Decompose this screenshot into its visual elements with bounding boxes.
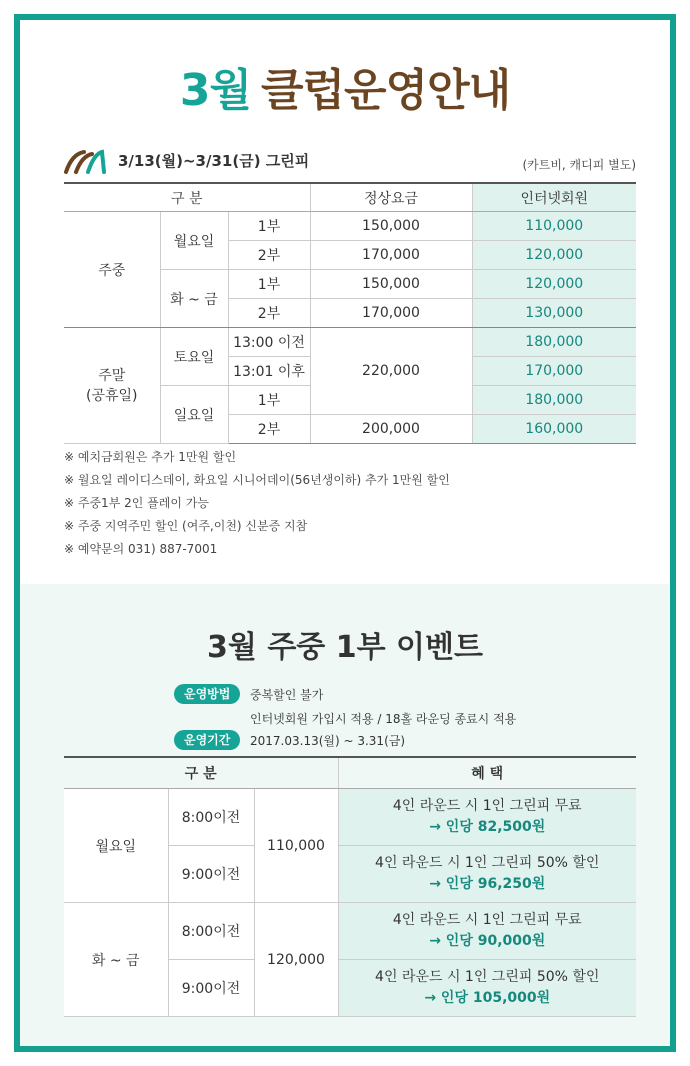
day-cell: 화 ~ 금	[160, 270, 228, 328]
title-month: 3월	[179, 65, 252, 116]
greenfee-note: (카트비, 캐디피 별도)	[522, 158, 636, 172]
member-price: 170,000	[472, 357, 636, 386]
event-title: 3월 주중 1부 이벤트	[207, 630, 483, 665]
member-price: 130,000	[472, 299, 636, 328]
header-normal: 정상요금	[310, 183, 472, 212]
club-logo-icon	[64, 148, 106, 174]
member-price: 180,000	[472, 386, 636, 415]
group-weekday: 주중	[64, 212, 160, 328]
benefit-cell	[338, 960, 636, 1017]
period-badge: 운영기간	[174, 730, 240, 750]
event-section	[20, 584, 670, 1046]
normal-price: 170,000	[310, 241, 472, 270]
price-cell: 110,000	[254, 789, 338, 903]
time-cell: 9:00이전	[168, 846, 254, 903]
note-item: ※ 주중 지역주민 할인 (여주,이천) 신분증 지참	[64, 519, 308, 533]
member-price: 160,000	[472, 415, 636, 444]
time-cell: 9:00이전	[168, 960, 254, 1017]
group-weekend-sub: (공휴일)	[86, 387, 138, 404]
table-header-row	[64, 183, 636, 212]
day-cell: 월요일	[160, 212, 228, 270]
member-price: 180,000	[472, 328, 636, 357]
per-person-price: → 인당 96,250원	[429, 876, 546, 892]
per-person-price: → 인당 82,500원	[429, 819, 546, 835]
note-item: ※ 월요일 레이디스데이, 화요일 시니어데이(56년생이하) 추가 1만원 할인	[64, 473, 450, 487]
table-row	[64, 789, 636, 846]
header-member: 인터넷회원	[472, 183, 636, 212]
member-price: 120,000	[472, 241, 636, 270]
slot-cell: 1부	[228, 212, 310, 241]
price-cell: 120,000	[254, 903, 338, 1017]
benefit-cell	[338, 789, 636, 846]
header-category: 구 분	[64, 183, 310, 212]
time-cell: 8:00이전	[168, 789, 254, 846]
day-cell: 월요일	[64, 789, 168, 903]
day-cell: 토요일	[160, 328, 228, 386]
method-line-2: 인터넷회원 가입시 적용 / 18홀 라운딩 종료시 적용	[250, 712, 517, 726]
notes-list	[64, 446, 450, 561]
greenfee-table	[64, 182, 636, 444]
period-text: 2017.03.13(월) ~ 3.31(금)	[250, 734, 406, 748]
time-cell: 8:00이전	[168, 903, 254, 960]
title-text: 클럽운영안내	[261, 65, 511, 116]
member-price: 120,000	[472, 270, 636, 299]
slot-cell: 2부	[228, 415, 310, 444]
day-cell: 일요일	[160, 386, 228, 444]
page-frame	[14, 14, 676, 1052]
greenfee-header	[64, 146, 636, 180]
note-item: ※ 예치금회원은 추가 1만원 할인	[64, 450, 237, 464]
member-price: 110,000	[472, 212, 636, 241]
benefit-text: 4인 라운드 시 1인 그린피 무료	[392, 912, 582, 928]
greenfee-date-range: 3/13(월)~3/31(금) 그린피	[118, 152, 310, 170]
normal-price: 170,000	[310, 299, 472, 328]
benefit-cell	[338, 846, 636, 903]
per-person-price: → 인당 90,000원	[429, 933, 546, 949]
group-weekend	[64, 328, 160, 444]
slot-cell: 13:00 이전	[228, 328, 310, 357]
group-weekend-label: 주말	[98, 367, 126, 384]
day-cell: 화 ~ 금	[64, 903, 168, 1017]
benefit-text: 4인 라운드 시 1인 그린피 50% 할인	[375, 969, 600, 985]
header-benefit: 혜 택	[338, 757, 636, 789]
method-line-1: 중복할인 불가	[250, 688, 324, 702]
per-person-price: → 인당 105,000원	[424, 990, 551, 1006]
normal-price: 150,000	[310, 270, 472, 299]
note-item: ※ 주중1부 2인 플레이 가능	[64, 496, 209, 510]
table-header-row	[64, 757, 636, 789]
event-table	[64, 756, 636, 1017]
table-row	[64, 328, 636, 357]
header-category: 구 분	[64, 757, 338, 789]
method-badge: 운영방법	[174, 684, 240, 704]
slot-cell: 1부	[228, 386, 310, 415]
benefit-text: 4인 라운드 시 1인 그린피 50% 할인	[375, 855, 600, 871]
normal-price-shared: 220,000	[310, 328, 472, 415]
note-item: ※ 예약문의 031) 887-7001	[64, 542, 218, 556]
slot-cell: 1부	[228, 270, 310, 299]
benefit-text: 4인 라운드 시 1인 그린피 무료	[392, 798, 582, 814]
table-row	[64, 212, 636, 241]
benefit-cell	[338, 903, 636, 960]
slot-cell: 13:01 이후	[228, 357, 310, 386]
normal-price: 200,000	[310, 415, 472, 444]
page-title	[20, 54, 670, 118]
normal-price: 150,000	[310, 212, 472, 241]
slot-cell: 2부	[228, 241, 310, 270]
table-row	[64, 903, 636, 960]
slot-cell: 2부	[228, 299, 310, 328]
